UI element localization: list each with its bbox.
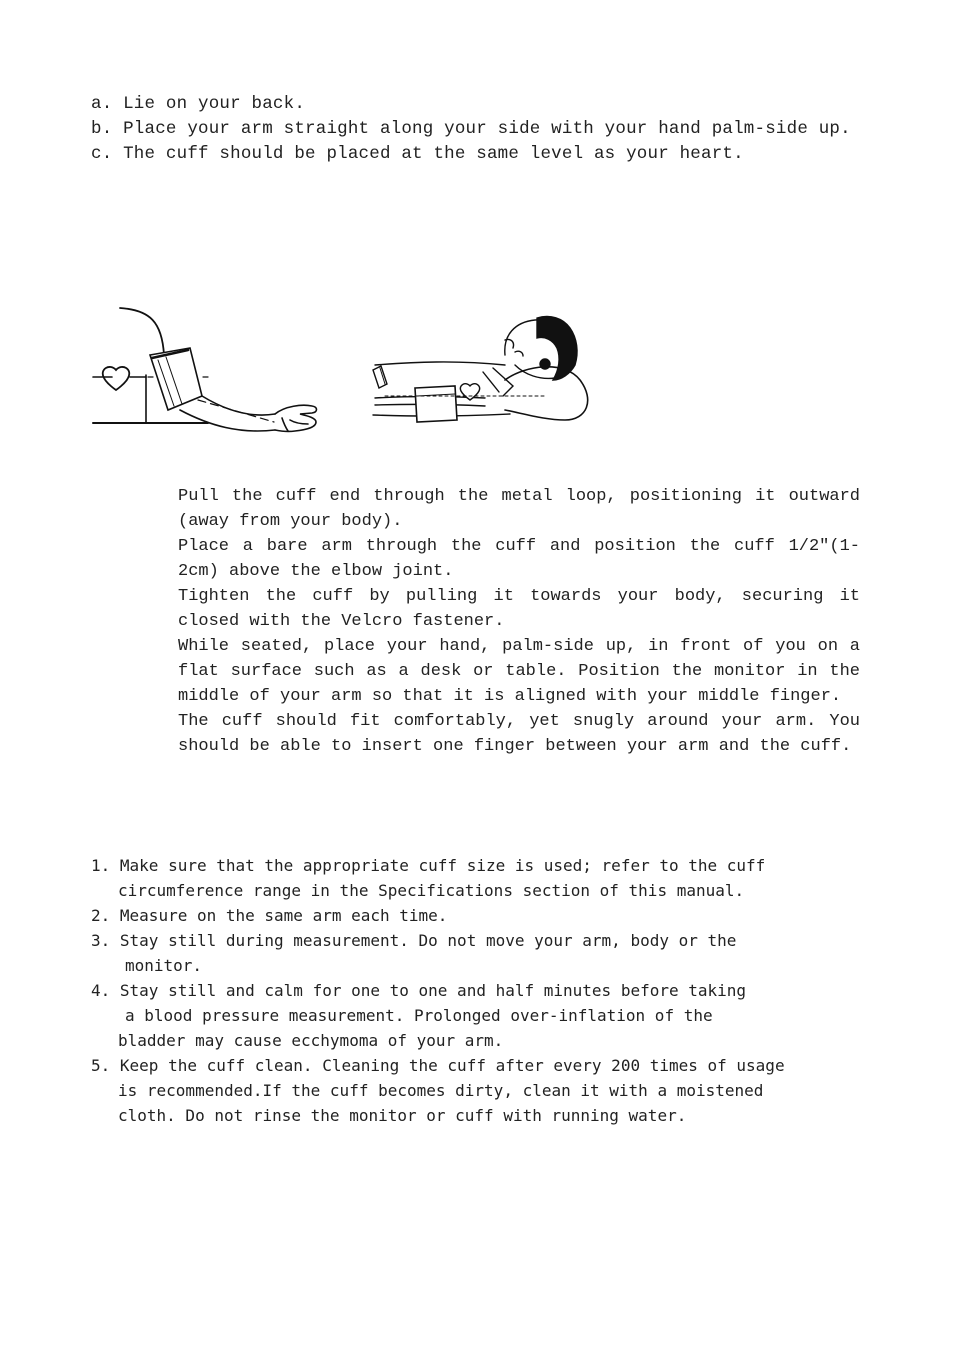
seated-arm-cuff-heart-level-illustration xyxy=(90,300,330,450)
note-line: Keep the cuff clean. Cleaning the cuff after every 200 times of usage xyxy=(119,1056,785,1075)
note-line: circumference range in the Specifications section of this manual. xyxy=(118,881,745,900)
note-number: 4. xyxy=(91,981,120,1000)
note-item-5 xyxy=(91,1053,861,1128)
cuff-step-5: The cuff should fit comfortably, yet snugly around your arm. You should be able to insert one finger between your arm and the cuff. xyxy=(178,712,860,756)
note-item-1 xyxy=(91,853,861,903)
note-line: Make sure that the appropriate cuff size is used; refer to the cuff xyxy=(119,856,766,875)
note-line: Stay still during measurement. Do not move your arm, body or the xyxy=(119,931,737,950)
note-line: is recommended.If the cuff becomes dirty, clean it with a moistened xyxy=(118,1081,764,1100)
note-line: cloth. Do not rinse the monitor or cuff with running water. xyxy=(118,1106,687,1125)
note-number: 2. xyxy=(91,906,120,925)
step-b: b. Place your arm straight along your side with your hand palm-side up. xyxy=(91,119,851,139)
note-number: 1. xyxy=(91,856,120,875)
note-line: a blood pressure measurement. Prolonged over-inflation of the xyxy=(125,1006,713,1025)
cuff-step-1: Pull the cuff end through the metal loop, positioning it outward (away from your body). xyxy=(178,487,860,531)
note-item-4 xyxy=(91,978,861,1053)
note-number: 5. xyxy=(91,1056,120,1075)
note-line: Measure on the same arm each time. xyxy=(119,906,448,925)
note-item-3 xyxy=(91,928,861,978)
note-line: Stay still and calm for one to one and half minutes before taking xyxy=(119,981,747,1000)
cuff-step-3: Tighten the cuff by pulling it towards your body, securing it closed with the Velcro fastener. xyxy=(178,587,860,631)
note-item-2 xyxy=(91,903,861,928)
note-number: 3. xyxy=(91,931,120,950)
lying-position-steps xyxy=(91,92,871,167)
measurement-notes-list xyxy=(91,853,861,1128)
note-line: bladder may cause ecchymoma of your arm. xyxy=(118,1031,504,1050)
cuff-step-2: Place a bare arm through the cuff and position the cuff 1/2"(1-2cm) above the elbow joint. xyxy=(178,537,860,581)
cuff-application-steps xyxy=(178,484,860,759)
lying-person-cuff-heart-level-illustration xyxy=(365,310,600,435)
step-a: a. Lie on your back. xyxy=(91,94,306,114)
note-line: monitor. xyxy=(125,956,203,975)
step-c: c. The cuff should be placed at the same level as your heart. xyxy=(91,144,744,164)
cuff-step-4: While seated, place your hand, palm-side up, in front of you on a flat surface such as a desk or table. Position the monitor in the middle of your arm so that it is aligned with your middle finger. xyxy=(178,637,860,706)
